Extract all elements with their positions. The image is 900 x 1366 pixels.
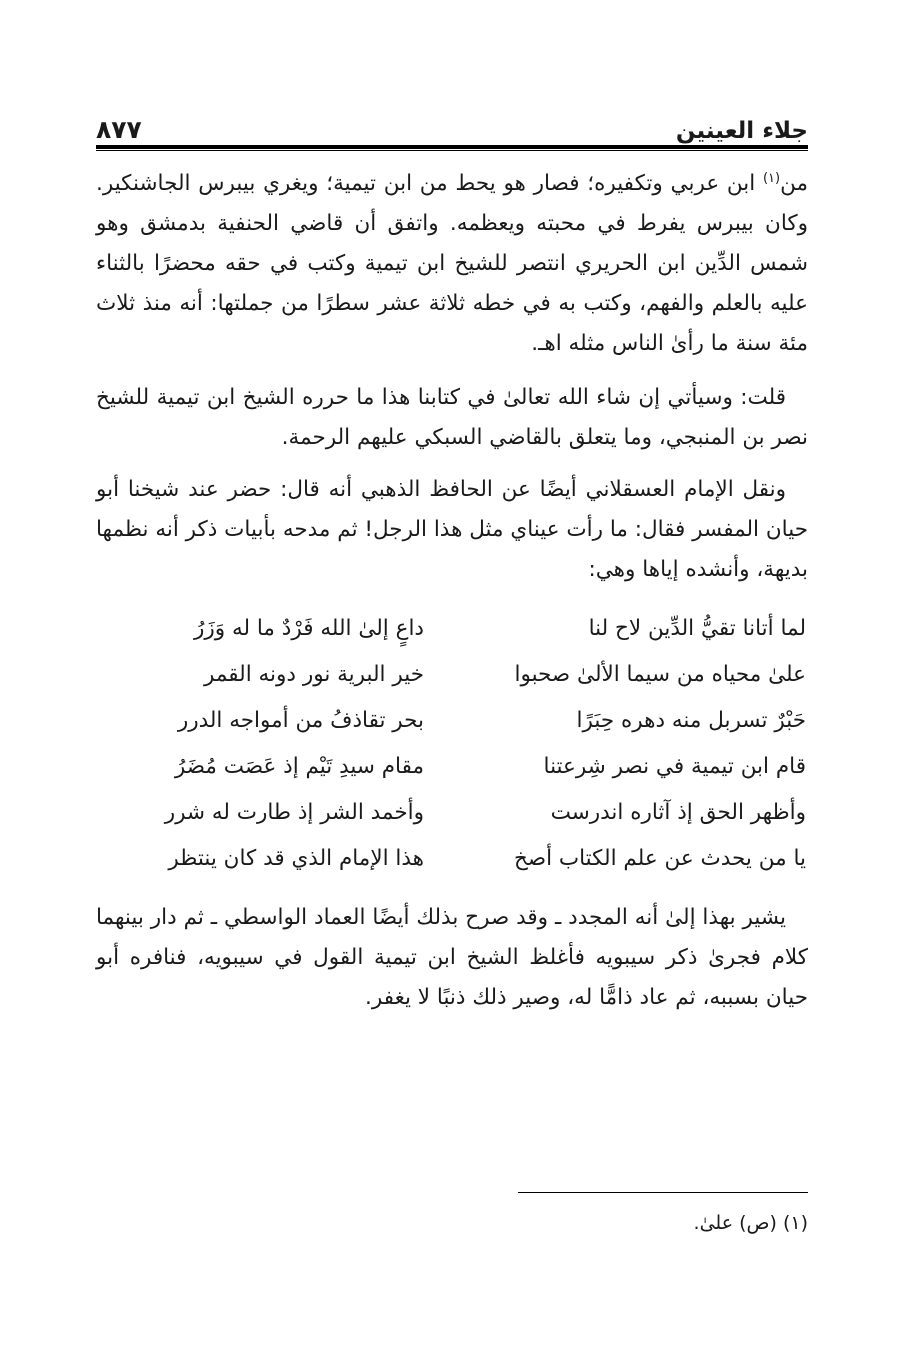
verse-2-second-half: خير البرية نور دونه القمر (204, 662, 424, 687)
verse-6-first-half: يا من يحدث عن علم الكتاب أصخ (513, 846, 806, 871)
verse-1-first-half: لما أتانا تقيُّ الدِّين لاح لنا (588, 616, 806, 641)
footnote-number: (١) (782, 1212, 808, 1234)
paragraph-1-text: ابن عربي وتكفيره؛ فصار هو يحط من ابن تيمية؛ ويغري بيبرس الجاشنكير. وكان بيبرس يفرط في محبته ويعظمه. واتفق أن قاضي الحنفية بدمشق وهو شمس الدِّين ابن الحريري انتصر للشيخ ابن تيمية وكتب في حقه محضرًا بالثناء عليه بالعلم والفهم، وكتب به في خطه ثلاثة عشر سطرًا من جملتها: أنه منذ ثلاث مئة سنة ما رأىٰ الناس مثله اهـ. (96, 171, 808, 356)
paragraph-4: يشير بهذا إلىٰ أنه المجدد ـ وقد صرح بذلك أيضًا العماد الواسطي ـ ثم دار بينهما كلام فجرىٰ ذكر سيبويه فأغلظ الشيخ ابن تيمية القول في سيبويه، فنافره أبو حيان بسببه، ثم عاد ذامًّا له، وصير ذلك ذنبًا لا يغفر. (96, 905, 808, 1010)
paragraph-1-start: من (780, 171, 808, 196)
footnote (694, 1208, 808, 1238)
verse-3-second-half: بحر تقاذفُ من أمواجه الدرر (177, 708, 424, 733)
verse-2-first-half: علىٰ محياه من سيما الألىٰ صحبوا (514, 662, 806, 687)
verse-5-second-half: وأخمد الشر إذ طارت له شرر (164, 800, 424, 825)
page-number: ٨٧٧ (96, 115, 142, 144)
poem (96, 606, 808, 882)
paragraph-3: ونقل الإمام العسقلاني أيضًا عن الحافظ الذهبي أنه قال: حضر عند شيخنا أبو حيان المفسر فقال: ما رأت عيناي مثل هذا الرجل! ثم مدحه بأبيات ذكر أنه نظمها بديهة، وأنشده إياها وهي: (96, 477, 808, 582)
verse-6-second-half: هذا الإمام الذي قد كان ينتظر (168, 846, 424, 871)
book-title: جلاء العينين (675, 118, 808, 144)
verse-4-first-half: قام ابن تيمية في نصر شِرعتنا (543, 754, 806, 779)
footnote-reference: (١) (762, 170, 781, 186)
verse-5-first-half: وأظهر الحق إذ آثاره اندرست (550, 800, 806, 825)
running-head (96, 104, 808, 144)
footnote-text: (ص) علىٰ. (693, 1212, 777, 1234)
book-page (96, 0, 808, 1366)
verse-3-first-half: حَبْرٌ تسربل منه دهره حِبَرًا (576, 708, 806, 733)
header-rule (96, 145, 808, 151)
paragraph-2: قلت: وسيأتي إن شاء الله تعالىٰ في كتابنا هذا ما حرره الشيخ ابن تيمية للشيخ نصر بن المنبجي، وما يتعلق بالقاضي السبكي عليهم الرحمة. (96, 385, 808, 450)
page-body (96, 164, 808, 1018)
paragraph-1 (96, 164, 808, 364)
verse-4-second-half: مقام سيدِ تَيْم إذ عَصَت مُضَرُ (174, 754, 424, 779)
footnote-rule (518, 1192, 808, 1193)
verse-1-second-half: داعٍ إلىٰ الله فَرْدٌ ما له وَزَرُ (193, 616, 424, 641)
